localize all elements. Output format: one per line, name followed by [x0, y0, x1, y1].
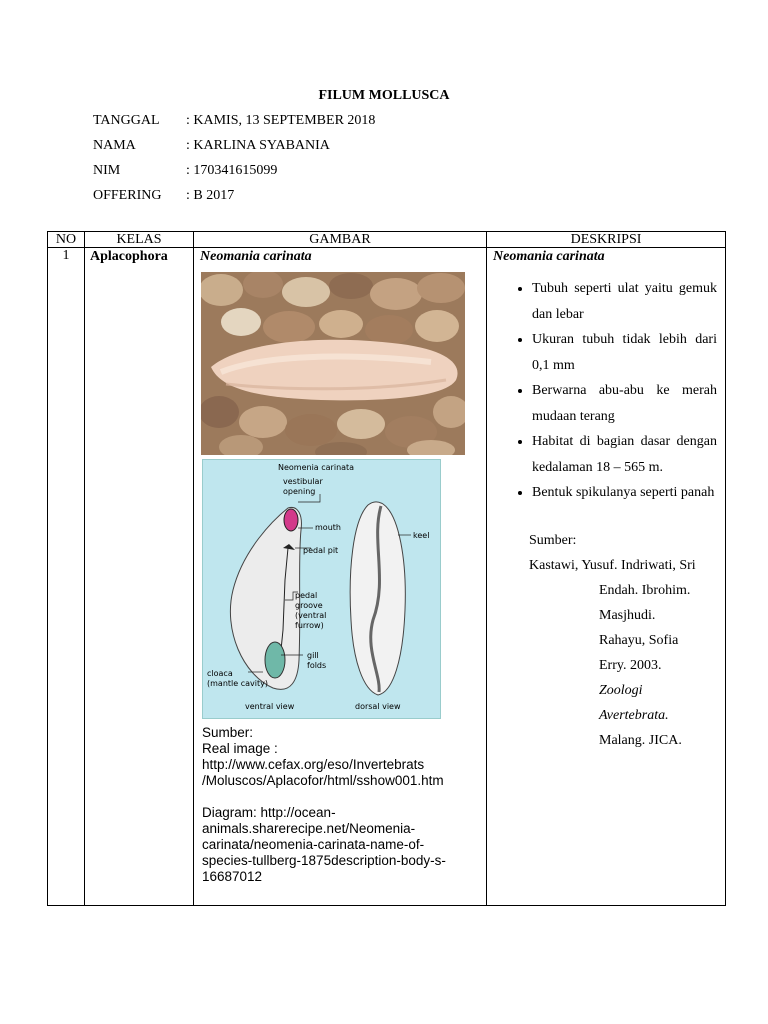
gambar-source: [194, 719, 486, 885]
meta-nama: [93, 138, 330, 154]
specimen-photo: [201, 272, 465, 455]
meta-key: NAMA: [93, 138, 136, 153]
diagram-source: carinata/neomenia-carinata-name-of-: [202, 837, 425, 852]
list-item: • Bentuk spikulanya seperti panah: [532, 480, 717, 506]
label-keel: keel: [413, 531, 430, 540]
real-image-url: /Moluscos/Aplacofor/html/sshow001.htm: [202, 773, 444, 788]
source-label: Sumber:: [529, 532, 577, 548]
header-deskripsi: DESKRIPSI: [487, 232, 726, 248]
meta-value: : 170341615099: [186, 163, 278, 178]
reference-line: Masjhudi.: [599, 607, 656, 623]
label-pedal: pedal: [295, 591, 318, 600]
diagram-title: Neomenia carinata: [278, 463, 355, 472]
meta-value: : KAMIS, 13 SEPTEMBER 2018: [186, 113, 376, 128]
label-vestibular: vestibular: [283, 477, 323, 486]
deskripsi-list: [491, 276, 717, 506]
cell-kelas: [85, 248, 194, 906]
label-folds: folds: [307, 661, 327, 670]
header-gambar: GAMBAR: [194, 232, 487, 248]
meta-key: OFFERING: [93, 188, 162, 203]
reference-line: Zoologi: [599, 682, 643, 698]
label-pedal-pit: pedal pit: [303, 546, 339, 555]
label-cloaca: cloaca: [207, 669, 233, 678]
reference-line: Erry. 2003.: [599, 657, 662, 673]
document-title: FILUM MOLLUSCA: [318, 88, 450, 103]
label-ventral: (ventral: [295, 611, 327, 620]
meta-key: NIM: [93, 163, 121, 178]
anatomy-diagram: [202, 459, 441, 719]
meta-key: TANGGAL: [93, 113, 160, 128]
deskripsi-species-title: Neomania carinata: [493, 249, 605, 264]
reference-line: Kastawi, Yusuf. Indriwati, Sri: [529, 557, 696, 573]
diagram-source: animals.sharerecipe.net/Neomenia-: [202, 821, 416, 836]
meta-value: : B 2017: [186, 188, 235, 203]
label-opening: opening: [283, 487, 316, 496]
label-gill: gill: [307, 651, 319, 660]
list-item: • Tubuh seperti ulat yaitu gemuk dan lebar: [532, 276, 717, 327]
list-item: • Ukuran tubuh tidak lebih dari 0,1 mm: [532, 327, 717, 378]
meta-tanggal: [93, 113, 375, 129]
label-groove: groove: [295, 601, 323, 610]
label-dorsal-view: dorsal view: [355, 702, 401, 711]
real-image-label: Real image :: [202, 741, 278, 756]
reference-line: Rahayu, Sofia: [599, 632, 679, 648]
cell-no: [48, 248, 85, 906]
meta-offering: [93, 188, 234, 204]
list-item: • Berwarna abu-abu ke merah mudaan terang: [532, 378, 717, 429]
source-label: Sumber:: [202, 725, 254, 740]
diagram-source: species-tullberg-1875description-body-s-: [202, 853, 446, 868]
diagram-source: Diagram: http://ocean-: [202, 805, 336, 820]
cell-gambar: [194, 248, 487, 906]
label-mouth: mouth: [315, 523, 341, 532]
table-header-row: [48, 232, 726, 248]
reference-line: Avertebrata.: [599, 707, 669, 723]
header-kelas: KELAS: [85, 232, 194, 248]
label-ventral-view: ventral view: [245, 702, 295, 711]
deskripsi-source: [487, 528, 725, 753]
gambar-species-title: Neomania carinata: [200, 249, 312, 264]
label-mantle: (mantle cavity): [207, 679, 268, 688]
real-image-url: http://www.cefax.org/eso/Invertebrats: [202, 757, 425, 772]
reference-line: Endah. Ibrohim.: [599, 582, 691, 598]
row-number: 1: [62, 248, 70, 263]
kelas-name: Aplacophora: [90, 249, 168, 264]
diagram-source: 16687012: [202, 869, 263, 884]
meta-nim: [93, 163, 277, 179]
reference-line: Malang. JICA.: [599, 732, 682, 748]
meta-value: : KARLINA SYABANIA: [186, 138, 330, 153]
mollusca-table: [47, 231, 726, 906]
cell-deskripsi: [487, 248, 726, 906]
label-furrow: furrow): [295, 621, 324, 630]
header-no: NO: [48, 232, 85, 248]
table-row: [48, 248, 726, 906]
list-item: • Habitat di bagian dasar dengan kedalaman 18 – 565 m.: [532, 429, 717, 480]
